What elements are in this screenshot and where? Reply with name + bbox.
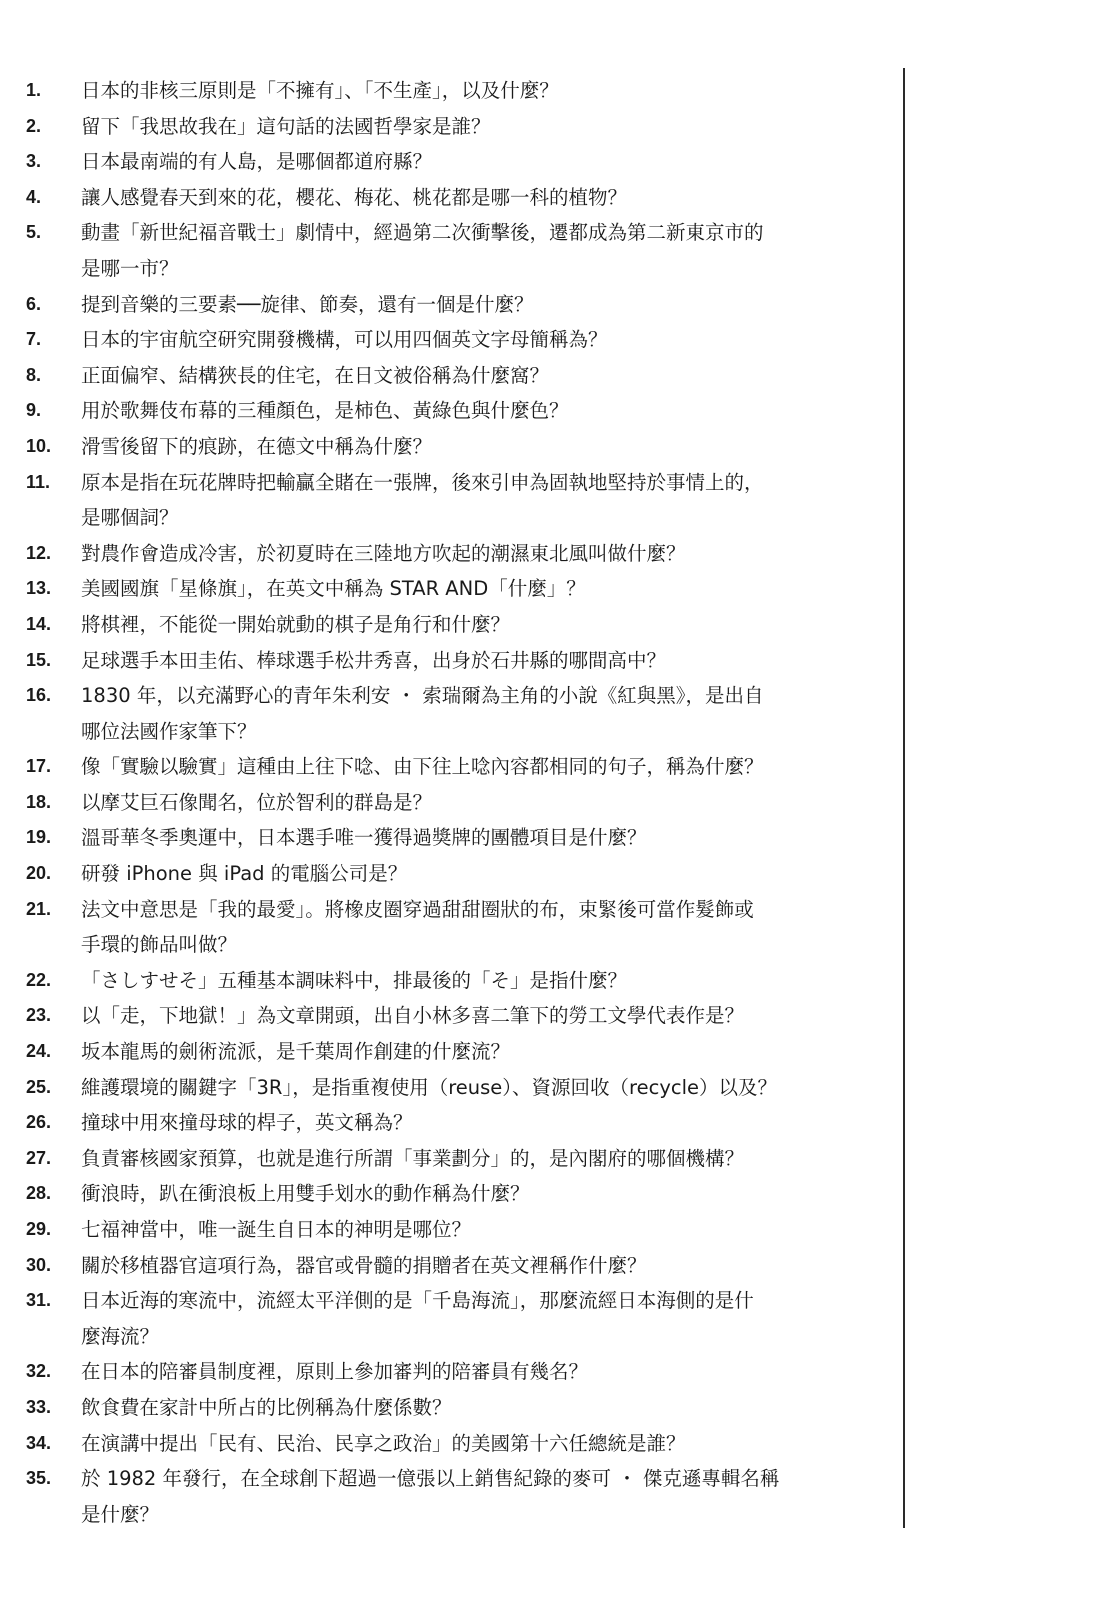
question-text-line: 提到音樂的三要素──旋律、節奏，還有一個是什麼？ <box>81 292 534 316</box>
question-text-line: 滑雪後留下的痕跡，在德文中稱為什麼？ <box>81 434 433 458</box>
question-number: 34. <box>26 1432 52 1453</box>
question-item <box>26 678 896 749</box>
question-item <box>26 643 896 679</box>
question-text-line: 衝浪時，趴在衝浪板上用雙手划水的動作稱為什麼？ <box>81 1182 530 1206</box>
question-text <box>81 1070 896 1106</box>
question-number: 16. <box>26 685 52 706</box>
question-number: 3. <box>26 151 42 172</box>
question-item <box>26 1426 896 1462</box>
question-text <box>81 1426 896 1462</box>
question-text-line: 像「實驗以驗實」這種由上往下唸、由下往上唸內容都相同的句子，稱為什麼？ <box>81 755 764 779</box>
question-text-line: 在日本的陪審員制度裡，原則上參加審判的陪審員有幾名？ <box>81 1360 589 1384</box>
question-item <box>26 358 896 394</box>
question-text <box>81 109 896 145</box>
question-text-line: 將棋裡，不能從一開始就動的棋子是角行和什麼？ <box>81 612 511 636</box>
question-text-line: 以摩艾巨石像聞名，位於智利的群島是？ <box>81 790 433 814</box>
question-text <box>81 1461 896 1532</box>
question-text <box>81 1283 896 1354</box>
question-item <box>26 1283 896 1354</box>
question-item <box>26 322 896 358</box>
question-number: 7. <box>26 329 42 350</box>
question-number: 30. <box>26 1254 52 1275</box>
question-text-line: 飲食費在家計中所占的比例稱為什麼係數？ <box>81 1395 452 1419</box>
question-text-line: 美國國旗「星條旗」，在英文中稱為 STAR AND「什麼」？ <box>81 577 586 601</box>
question-item <box>26 465 896 536</box>
question-text <box>81 571 896 607</box>
question-number: 33. <box>26 1396 52 1417</box>
question-text-line: 維護環境的關鍵字「3R」，是指重複使用（reuse）、資源回收（recycle）以及？ <box>81 1075 778 1099</box>
question-item <box>26 1354 896 1390</box>
question-text <box>81 1141 896 1177</box>
question-text-line: 以「走，下地獄！」為文章開頭，出自小林多喜二筆下的勞工文學代表作是？ <box>81 1004 745 1028</box>
question-number: 14. <box>26 613 52 634</box>
question-item <box>26 820 896 856</box>
question-text <box>81 892 896 963</box>
question-item <box>26 785 896 821</box>
question-text-line: 哪位法國作家筆下？ <box>81 719 257 743</box>
question-number: 29. <box>26 1219 52 1239</box>
question-item <box>26 1034 896 1070</box>
question-text-line: 坂本龍馬的劍術流派，是千葉周作創建的什麼流？ <box>81 1040 511 1064</box>
question-item <box>26 1105 896 1141</box>
question-number: 21. <box>26 898 52 919</box>
question-text <box>81 1248 896 1284</box>
question-number: 15. <box>26 649 52 670</box>
question-number: 26. <box>26 1112 52 1133</box>
question-text-line: 「さしすせそ」五種基本調味料中，排最後的「そ」是指什麼？ <box>81 968 628 992</box>
question-number: 9. <box>26 400 42 421</box>
question-text-line: 於 1982 年發行，在全球創下超過一億張以上銷售紀錄的麥可 ・ 傑克遜專輯名稱 <box>81 1467 780 1491</box>
question-text <box>81 998 896 1034</box>
question-text <box>81 144 896 180</box>
question-text-line: 負責審核國家預算，也就是進行所謂「事業劃分」的，是內閣府的哪個機構？ <box>81 1146 745 1170</box>
question-text <box>81 1212 896 1248</box>
question-number: 11. <box>26 471 51 492</box>
question-number: 5. <box>26 222 42 243</box>
question-text <box>81 73 896 109</box>
question-text <box>81 785 896 821</box>
question-text-line: 對農作會造成冷害，於初夏時在三陸地方吹起的潮濕東北風叫做什麼？ <box>81 541 686 565</box>
question-number: 17. <box>26 756 52 777</box>
question-number: 10. <box>26 435 52 456</box>
question-item <box>26 892 896 963</box>
question-number: 27. <box>26 1147 52 1168</box>
question-text <box>81 963 896 999</box>
question-text <box>81 287 896 323</box>
question-item <box>26 393 896 429</box>
question-text <box>81 678 896 749</box>
question-text <box>81 607 896 643</box>
question-number: 2. <box>26 115 42 136</box>
question-text-line: 日本的非核三原則是「不擁有」、「不生產」，以及什麼？ <box>81 79 559 102</box>
question-item <box>26 1212 896 1248</box>
question-number: 20. <box>26 863 52 884</box>
question-text-line: 讓人感覺春天到來的花，櫻花、梅花、桃花都是哪一科的植物？ <box>81 185 628 209</box>
question-text-line: 日本的宇宙航空研究開發機構，可以用四個英文字母簡稱為？ <box>81 328 608 352</box>
question-list <box>26 73 896 1532</box>
question-text-line: 麼海流？ <box>81 1324 160 1348</box>
question-text <box>81 536 896 572</box>
question-text-line: 在演講中提出「民有、民治、民享之政治」的美國第十六任總統是誰？ <box>81 1431 686 1455</box>
question-item <box>26 1390 896 1426</box>
question-text-line: 日本最南端的有人島，是哪個都道府縣？ <box>81 150 433 174</box>
question-text-line: 七福神當中，唯一誕生自日本的神明是哪位？ <box>81 1218 472 1241</box>
question-item <box>26 1141 896 1177</box>
question-text <box>81 465 896 536</box>
question-text <box>81 749 896 785</box>
question-item <box>26 856 896 892</box>
question-number: 13. <box>26 578 52 599</box>
question-text <box>81 180 896 216</box>
question-number: 12. <box>26 542 52 563</box>
question-item <box>26 73 896 109</box>
question-text <box>81 1105 896 1141</box>
question-item <box>26 144 896 180</box>
question-number: 1. <box>26 80 42 100</box>
vertical-divider <box>903 68 905 1528</box>
question-number: 31. <box>26 1290 52 1311</box>
question-text-line: 日本近海的寒流中，流經太平洋側的是「千島海流」，那麼流經日本海側的是什 <box>81 1289 754 1313</box>
question-item <box>26 180 896 216</box>
question-text-line: 撞球中用來撞母球的桿子，英文稱為？ <box>81 1111 413 1135</box>
question-item <box>26 1461 896 1532</box>
question-text-line: 法文中意思是「我的最愛」。將橡皮圈穿過甜甜圈狀的布，束緊後可當作髮飾或 <box>81 897 754 921</box>
question-item <box>26 287 896 323</box>
question-number: 24. <box>26 1041 52 1062</box>
question-text-line: 1830 年，以充滿野心的青年朱利安 ・ 索瑞爾為主角的小說《紅與黑》，是出自 <box>81 684 764 708</box>
question-item <box>26 1248 896 1284</box>
question-number: 19. <box>26 827 52 848</box>
question-text-line: 正面偏窄、結構狹長的住宅，在日文被俗稱為什麼窩？ <box>81 363 550 387</box>
question-text-line: 研發 iPhone 與 iPad 的電腦公司是？ <box>81 862 408 886</box>
question-number: 35. <box>26 1468 52 1489</box>
question-item <box>26 607 896 643</box>
question-item <box>26 429 896 465</box>
question-number: 18. <box>26 791 52 812</box>
question-text <box>81 1034 896 1070</box>
question-text <box>81 1176 896 1212</box>
question-text <box>81 1354 896 1390</box>
question-text <box>81 856 896 892</box>
question-item <box>26 749 896 785</box>
question-item <box>26 571 896 607</box>
question-text-line: 動畫「新世紀福音戰士」劇情中，經過第二次衝擊後，遷都成為第二新東京市的 <box>81 221 764 245</box>
question-number: 4. <box>26 186 42 207</box>
question-text-line: 是哪一市？ <box>81 256 179 280</box>
question-item <box>26 998 896 1034</box>
question-text-line: 是什麼？ <box>81 1502 160 1526</box>
question-number: 32. <box>26 1361 52 1382</box>
question-text-line: 手環的飾品叫做？ <box>81 933 238 957</box>
question-text-line: 用於歌舞伎布幕的三種顏色，是柿色、黃綠色與什麼色？ <box>81 399 569 423</box>
question-text <box>81 393 896 429</box>
question-text-line: 留下「我思故我在」這句話的法國哲學家是誰？ <box>81 114 491 138</box>
question-text-line: 原本是指在玩花牌時把輸贏全賭在一張牌，後來引申為固執地堅持於事情上的， <box>81 470 764 494</box>
question-text <box>81 429 896 465</box>
question-text-line: 關於移植器官這項行為，器官或骨髓的捐贈者在英文裡稱作什麼？ <box>81 1253 647 1277</box>
question-number: 22. <box>26 969 52 990</box>
question-number: 28. <box>26 1183 52 1204</box>
question-text <box>81 1390 896 1426</box>
question-text <box>81 215 896 286</box>
question-text <box>81 643 896 679</box>
question-text <box>81 322 896 358</box>
question-text <box>81 820 896 856</box>
question-text-line: 足球選手本田圭佑、棒球選手松井秀喜，出身於石井縣的哪間高中？ <box>81 648 667 672</box>
question-text <box>81 358 896 394</box>
question-number: 25. <box>26 1076 52 1097</box>
question-number: 6. <box>26 293 42 314</box>
question-item <box>26 109 896 145</box>
question-item <box>26 963 896 999</box>
question-number: 8. <box>26 364 42 385</box>
question-item <box>26 215 896 286</box>
question-number: 23. <box>26 1005 52 1026</box>
question-item <box>26 536 896 572</box>
question-text-line: 是哪個詞？ <box>81 506 179 530</box>
question-item <box>26 1176 896 1212</box>
question-item <box>26 1070 896 1106</box>
question-text-line: 溫哥華冬季奧運中，日本選手唯一獲得過獎牌的團體項目是什麼？ <box>81 826 647 850</box>
